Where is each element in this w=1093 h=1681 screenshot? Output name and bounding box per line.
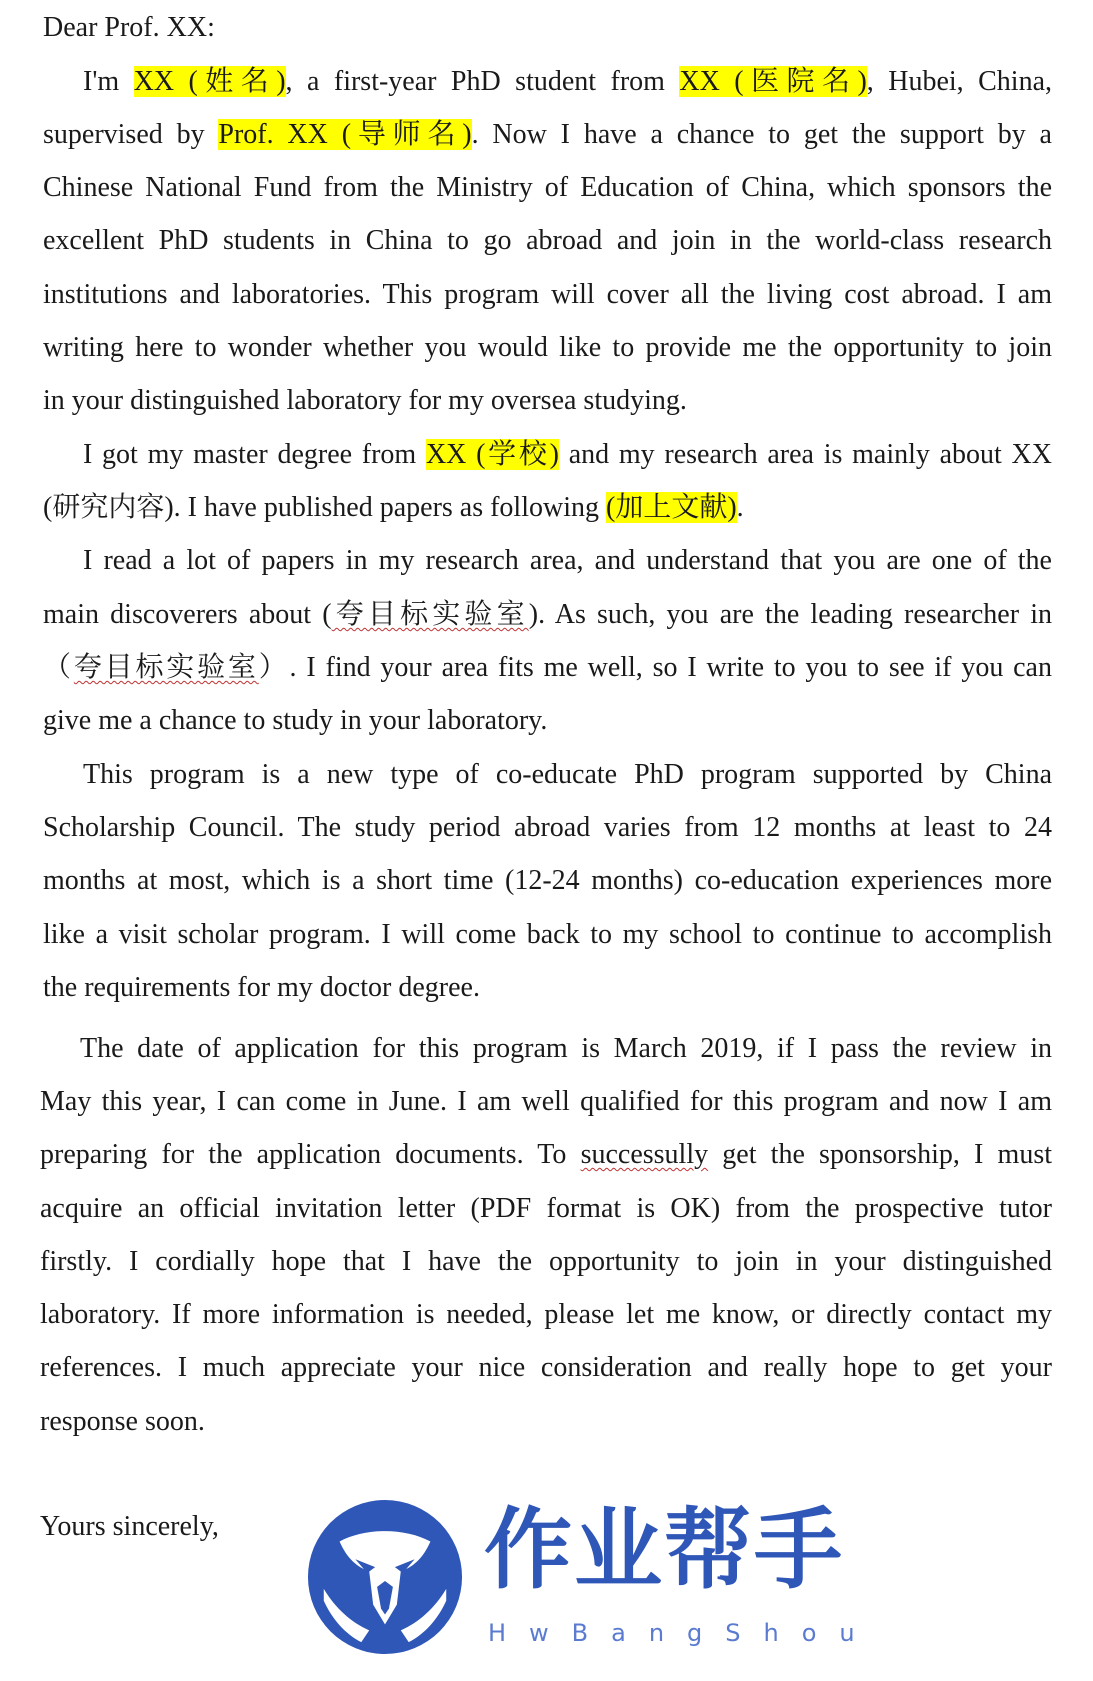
p4-line-3: months at most, which is a short time (12-24 months) co-education experiences more (43, 865, 1052, 896)
p5-line-7: references. I much appreciate your nice consideration and really hope to get your (40, 1352, 1052, 1383)
p1-line-3: Chinese National Fund from the Ministry of Education of China, which sponsors the (43, 172, 1052, 203)
p1-line-5: institutions and laboratories. This program will cover all the living cost abroad. I am (43, 279, 1052, 310)
p5-line-3: preparing for the application documents. To successully get the sponsorship, I must (40, 1139, 1052, 1170)
closing: Yours sincerely, (40, 1511, 219, 1542)
watermark-brand-en: HwBangShou (488, 1619, 878, 1647)
p3-line-1: I read a lot of papers in my research area, and understand that you are one of the (83, 545, 1052, 576)
p1-line-6: writing here to wonder whether you would like to provide me the opportunity to join (43, 332, 1052, 363)
highlight-name: XX (姓名) (133, 66, 286, 97)
spellcheck-mark: 夸目标实验室 (73, 652, 259, 683)
salutation: Dear Prof. XX: (43, 12, 215, 43)
p1-line-2: supervised by Prof. XX (导师名). Now I have a chance to get the support by a (43, 119, 1052, 150)
p4-line-5: the requirements for my doctor degree. (43, 972, 480, 1003)
p5-line-8: response soon. (40, 1406, 205, 1437)
p1-line-1: I'm XX (姓名), a first-year PhD student from XX (医院名), Hubei, China, (83, 66, 1053, 97)
highlight-school: XX (学校) (425, 439, 559, 470)
highlight-hospital: XX (医院名) (679, 66, 867, 97)
p4-line-1: This program is a new type of co-educate PhD program supported by China (83, 759, 1052, 790)
p5-line-5: firstly. I cordially hope that I have the opportunity to join in your distinguished (40, 1246, 1052, 1277)
highlight-references: (加上文献) (606, 492, 737, 523)
p4-line-2: Scholarship Council. The study period abroad varies from 12 months at least to 24 (43, 812, 1052, 843)
spellcheck-mark: successully (580, 1139, 709, 1170)
watermark-brand-cn: 作业帮手 (484, 1498, 845, 1601)
p5-line-4: acquire an official invitation letter (PDF format is OK) from the prospective tutor (40, 1193, 1052, 1224)
p2-line-2: (研究内容). I have published papers as following (加上文献). (43, 492, 744, 523)
spellcheck-mark: 夸目标实验室 (331, 599, 529, 630)
p3-line-3: （夸目标实验室）. I find your area fits me well, so I write to you to see if you can (43, 652, 1052, 683)
highlight-supervisor: Prof. XX (导师名) (218, 119, 472, 150)
p3-line-2: main discoverers about (夸目标实验室). As such, you are the leading researcher in (43, 599, 1052, 630)
eagle-logo-icon (306, 1498, 464, 1656)
p4-line-4: like a visit scholar program. I will come back to my school to continue to accomplish (43, 919, 1052, 950)
p2-line-1: I got my master degree from XX (学校) and my research area is mainly about XX (83, 439, 1052, 470)
p5-line-6: laboratory. If more information is needed, please let me know, or directly contact my (40, 1299, 1052, 1330)
p5-line-2: May this year, I can come in June. I am well qualified for this program and now I am (40, 1086, 1052, 1117)
p1-line-7: in your distinguished laboratory for my oversea studying. (43, 385, 687, 416)
p3-line-4: give me a chance to study in your laboratory. (43, 705, 548, 736)
p5-line-1: The date of application for this program is March 2019, if I pass the review in (80, 1033, 1052, 1064)
p1-line-4: excellent PhD students in China to go abroad and join in the world-class research (43, 225, 1052, 256)
